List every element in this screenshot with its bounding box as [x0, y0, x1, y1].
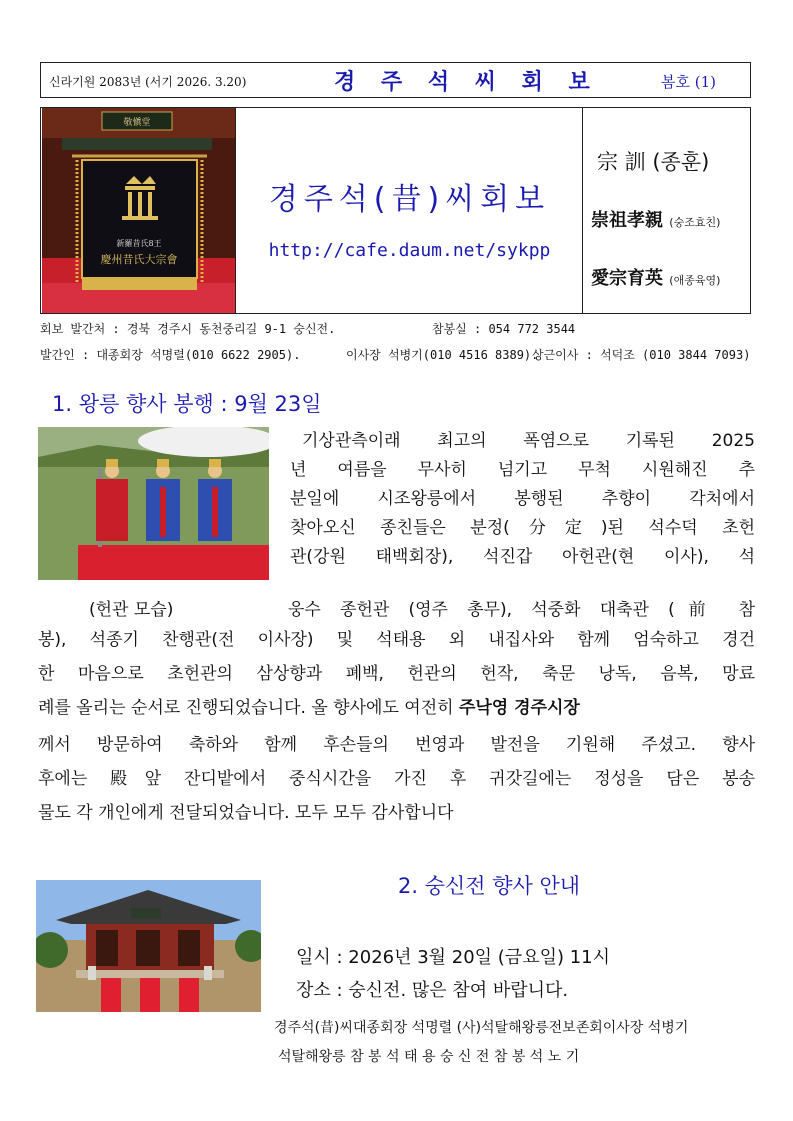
motto-title: 宗 訓 (종훈) — [597, 150, 710, 174]
motto-2: 愛宗育英 (애종육영) — [591, 268, 721, 289]
flag-hall-sign: 敬愼堂 — [123, 118, 151, 128]
issue-number: 봄호 (1) — [661, 73, 716, 91]
section-1-line-8: 한 마음으로 초헌관의 삼상향과 폐백, 헌관의 헌작, 축문 낭독, 음복, 망료 — [38, 664, 755, 684]
clan-motto-cell — [583, 108, 750, 313]
event-place: 장소 : 숭신전. 많은 참여 바랍니다. — [296, 980, 569, 1001]
section-1-line-10: 께서 방문하여 축하와 함께 후손들의 번영과 발전을 기원해 주셨고. 향사 — [38, 735, 755, 755]
newsletter-title: 경 주 석 씨 회 보 — [334, 69, 599, 95]
motto-1: 崇祖孝親 (숭조효친) — [591, 210, 721, 231]
chairman-contact: 이사장 석병기(010 4516 8389). — [346, 348, 539, 362]
publisher-contact: 발간인 : 대종회장 석명렬(010 6622 2905). — [40, 348, 301, 362]
issue-date: 신라기원 2083년 (서기 2026. 3.20) — [49, 75, 247, 89]
clan-flag-photo — [42, 108, 235, 313]
section-1-line-7: 봉), 석종기 찬행관(전 이사장) 및 석태용 외 내집사와 함께 엄숙하고 경건 — [38, 630, 755, 650]
officiants-photo — [38, 427, 269, 580]
masthead — [40, 107, 751, 314]
signatories-1: 경주석(昔)씨대종회장 석명렬 (사)석탈해왕릉전보존회이사장 석병기 — [274, 1020, 689, 1036]
event-date: 일시 : 2026년 3월 20일 (금요일) 11시 — [296, 947, 610, 968]
cafe-url-link[interactable]: http://cafe.daum.net/sykpp — [268, 240, 551, 261]
section-2-heading: 2. 숭신전 향사 안내 — [398, 874, 581, 898]
section-1-line-1: 기상관측이래 최고의 폭염으로 기록된 2025 — [302, 431, 755, 451]
paper-name: 경주석(昔)씨회보 — [268, 182, 551, 217]
clan-flag-photo-cell — [41, 108, 236, 313]
flag-clan-name: 慶州昔氏大宗會 — [100, 253, 178, 266]
signatories-2: 석탈해왕릉 참 봉 석 태 용 숭 신 전 참 봉 석 노 기 — [278, 1049, 580, 1065]
section-1-line-4: 찾아오신 종친들은 분정(分定)된 석수덕 초헌 — [290, 518, 755, 538]
section-1-heading: 1. 왕릉 향사 봉행 : 9월 23일 — [52, 392, 322, 416]
publisher-address: 회보 발간처 : 경북 경주시 동천중리길 9-1 숭신전. — [40, 322, 336, 336]
section-1-line-9: 례를 올리는 순서로 진행되었습니다. 올 향사에도 여전히 주낙영 경주시장 — [38, 698, 580, 718]
section-1-line-3: 분일에 시조왕릉에서 봉행된 추향이 각처에서 — [290, 489, 755, 509]
director-contact: 상근이사 : 석덕조 (010 3844 7093) — [532, 348, 751, 362]
flag-subtitle: 新羅昔氏8王 — [116, 239, 162, 248]
photo-caption: (헌관 모습) — [89, 600, 174, 620]
sungsinjeon-shrine-photo — [36, 880, 261, 1012]
section-1-line-12: 물도 각 개인에게 전달되었습니다. 모두 모두 감사합니다 — [38, 803, 454, 823]
section-1-line-6: 웅수 종헌관 (영주 총무), 석중화 대축관 (前 참 — [288, 600, 755, 620]
header-bar — [40, 62, 751, 98]
section-1-line-5: 관(강원 태백회장), 석진갑 아헌관(현 이사), 석 — [290, 547, 755, 567]
section-1-line-2: 년 여름을 무사히 넘기고 무척 시원해진 추 — [290, 460, 755, 480]
paper-name-cell — [236, 108, 583, 313]
section-1-line-11: 후에는 殿앞 잔디밭에서 중식시간을 가진 후 귀갓길에는 정성을 담은 봉송 — [38, 769, 755, 789]
mayor-name: 주낙영 경주시장 — [458, 698, 580, 718]
office-phone: 참봉실 : 054 772 3544 — [432, 322, 576, 336]
